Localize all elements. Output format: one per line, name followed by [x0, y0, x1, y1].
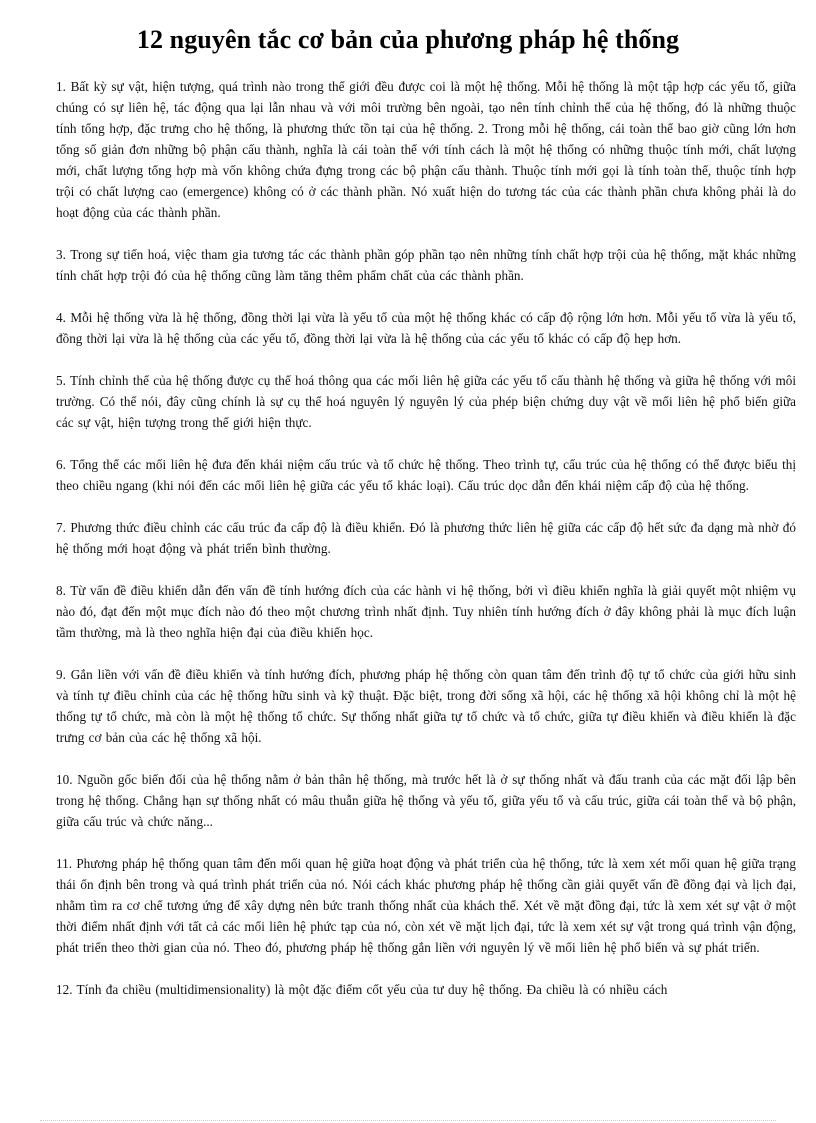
paragraph-9: 9. Gắn liền với vấn đề điều khiển và tính hướng đích, phương pháp hệ thống còn quan tâm đến trình độ tự tổ chức của giới hữu sinh và tính tự điều chỉnh của các hệ thống hữu sinh và kỹ thuật. Đặc biệt, trong đời sống xã hội, các hệ thống xã hội không chỉ là một hệ thống tự tổ chức, mà còn là một hệ thống tổ chức. Sự thống nhất giữa tự tổ chức và tổ chức, giữa tự điều khiển và điều khiển là đặc trưng cơ bản của các hệ thống xã hội. [56, 667, 796, 745]
paragraph-11: 11. Phương pháp hệ thống quan tâm đến mối quan hệ giữa hoạt động và phát triển của hệ thống, tức là xem xét mối quan hệ giữa trạng thái ổn định bên trong và quá trình phát triển của nó. Nói cách khác phương pháp hệ thống cần giải quyết vấn đề đồng đại và lịch đại, nhằm tìm ra cơ chế tương ứng để xây dựng nên bức tranh thống nhất của khách thể. Xét về mặt đồng đại, tức là xem xét sự vật ở một thời điểm nhất định với tất cả các mối liên hệ phức tạp của nó, còn xét về mặt lịch đại, tức là xem xét sự vật trong quá trình vận động, phát triển theo thời gian của nó. Theo đó, phương pháp hệ thống gắn liền với nguyên lý về mối liên hệ phổ biến và sự phát triển. [56, 856, 796, 955]
page-title: 12 nguyên tắc cơ bản của phương pháp hệ thống [136, 25, 680, 54]
paragraph-8: 8. Từ vấn đề điều khiển dẫn đến vấn đề tính hướng đích của các hành vi hệ thống, bởi vì điều khiển nghĩa là giải quyết một nhiệm vụ nào đó, đạt đến một mục đích nào đó theo một chương trình nhất định. Tuy nhiên tính hướng đích ở đây không phải là mục đích luận tầm thường, mà là theo nghĩa hiện đại của điều khiển học. [56, 583, 796, 640]
paragraph-5: 5. Tính chỉnh thể của hệ thống được cụ thể hoá thông qua các mối liên hệ giữa các yếu tố cấu thành hệ thống và giữa hệ thống với môi trường. Có thể nói, đây cũng chính là sự cụ thể hoá nguyên lý nguyên lý của phép biện chứng duy vật về mối liên hệ phổ biến giữa các sự vật, hiện tượng trong thế giới hiện thực. [56, 373, 796, 430]
document-body [56, 76, 796, 1021]
paragraph-4: 4. Mỗi hệ thống vừa là hệ thống, đồng thời lại vừa là yếu tố của một hệ thống khác có cấp độ rộng lớn hơn. Mỗi yếu tố vừa là yếu tố, đồng thời lại vừa là hệ thống của các yếu tố, đồng thời lại vừa là hệ thống của các yếu tố khác có cấp độ hẹp hơn. [56, 310, 796, 346]
paragraph-10: 10. Nguồn gốc biến đổi của hệ thống nằm ở bản thân hệ thống, mà trước hết là ở sự thống nhất và đấu tranh của các mặt đối lập bên trong hệ thống. Chẳng hạn sự thống nhất có mâu thuẫn giữa hệ thống và yếu tố, giữa yếu tố và cấu trúc, giữa cái toàn thể và bộ phận, giữa cấu trúc và chức năng... [56, 772, 796, 829]
paragraph-1-2: 1. Bất kỳ sự vật, hiện tượng, quá trình nào trong thế giới đều được coi là một hệ thống. Mỗi hệ thống là một tập hợp các yếu tố, giữa chúng có sự liên hệ, tác động qua lại lẫn nhau và với môi trường bên ngoài, tạo nên tính chỉnh thể của hệ thống, đó là những thuộc tính tổng hợp, đặc trưng cho hệ thống, là phương thức tồn tại của hệ thống. 2. Trong mỗi hệ thống, cái toàn thể bao giờ cũng lớn hơn tổng số giản đơn những bộ phận cấu thành, nghĩa là cái toàn thể với tính cách là một hệ thống có những thuộc tính mới, chất lượng mới, chất lượng tổng hợp mà vốn không chứa đựng trong các bộ phận cấu thành. Thuộc tính mới gọi là tính toàn thể, thuộc tính hợp trội có chất lượng cao (emergence) không có ở các thành phần. Nó xuất hiện do tương tác của các thành phần chưa không phải là do hoạt động của các thành phần. [56, 79, 796, 220]
paragraph-3: 3. Trong sự tiến hoá, việc tham gia tương tác các thành phần góp phần tạo nên những tính chất hợp trội của hệ thống, mặt khác những tính chất hợp trội đó của hệ thống cũng làm tăng thêm phẩm chất của các thành phần. [56, 247, 796, 283]
paragraph-12: 12. Tính đa chiều (multidimensionality) là một đặc điểm cốt yếu của tư duy hệ thống. Đa chiều là có nhiều cách [56, 982, 668, 997]
paragraph-7: 7. Phương thức điều chỉnh các cấu trúc đa cấp độ là điều khiển. Đó là phương thức liên hệ giữa các cấp độ hết sức đa dạng mà nhờ đó hệ thống mới hoạt động và phát triển bình thường. [56, 520, 796, 556]
paragraph-6: 6. Tổng thể các mối liên hệ đưa đến khái niệm cấu trúc và tổ chức hệ thống. Theo trình tự, cấu trúc của hệ thống có thể được biểu thị theo chiều ngang (khi nói đến các mối liên hệ giữa các yếu tố khác loại). Cấu trúc dọc dẫn đến khái niệm cấp độ của hệ thống. [56, 457, 796, 493]
page-bottom-divider [40, 1120, 776, 1121]
